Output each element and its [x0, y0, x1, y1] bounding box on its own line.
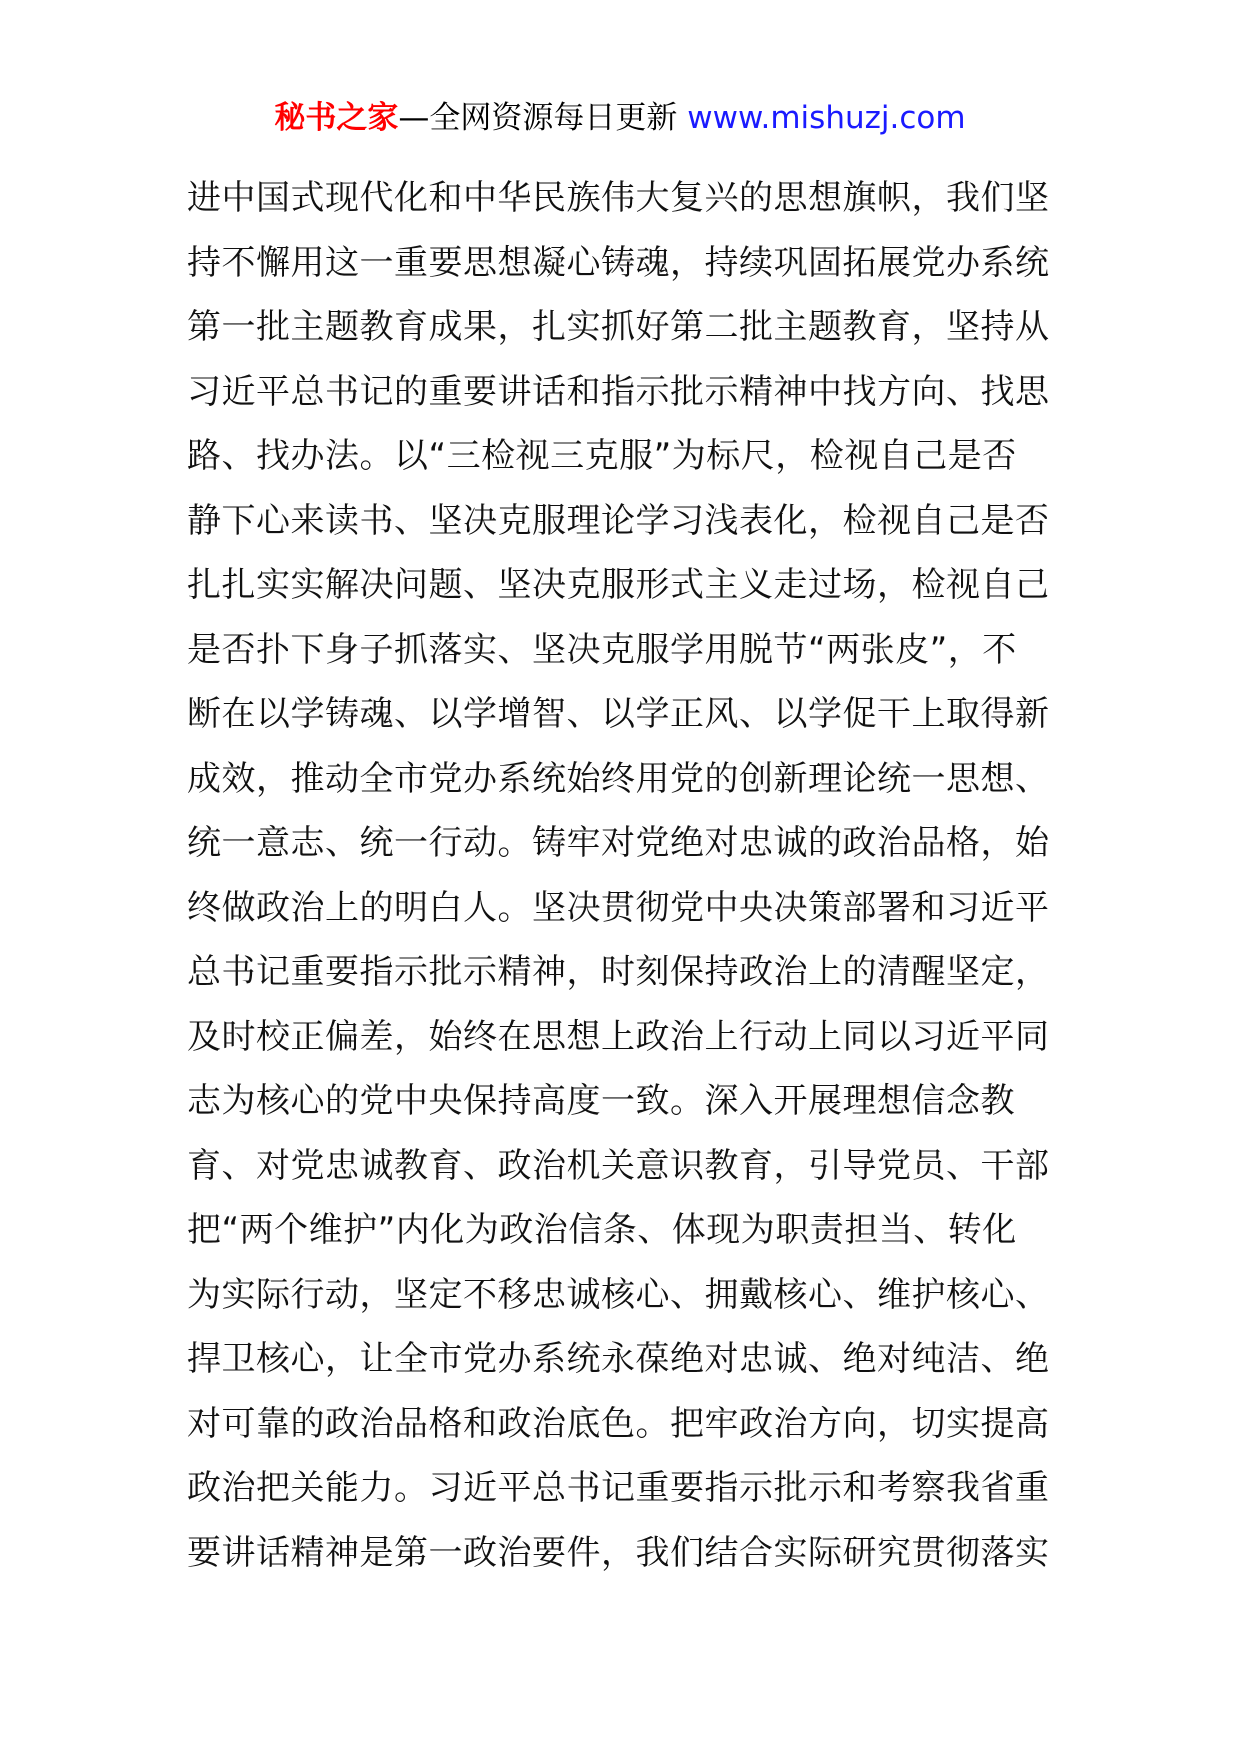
- site-tagline: —全网资源每日更新: [398, 100, 688, 136]
- text-line: 为实际行动，坚定不移忠诚核心、拥戴核心、维护核心、: [187, 1274, 1050, 1315]
- text-line: 第一批主题教育成果，扎实抓好第二批主题教育，坚持从: [187, 307, 1050, 347]
- text-line: 政治把关能力。习近平总书记重要指示批示和考察我省重: [187, 1468, 1050, 1508]
- text-line: 总书记重要指示批示精神，时刻保持政治上的清醒坚定，: [187, 952, 1050, 992]
- text-line: 断在以学铸魂、以学增智、以学正风、以学促干上取得新: [187, 694, 1050, 734]
- text-line: 静下心来读书、坚决克服理论学习浅表化，检视自己是否: [187, 500, 1050, 541]
- text-line: 把“两个维护”内化为政治信条、体现为职责担当、转化: [187, 1210, 1017, 1250]
- text-line: 捍卫核心，让全市党办系统永葆绝对忠诚、绝对纯洁、绝: [187, 1339, 1050, 1379]
- text-line: 是否扑下身子抓落实、坚决克服学用脱节“两张皮”，不: [187, 629, 1017, 670]
- text-line: 成效，推动全市党办系统始终用党的创新理论统一思想、: [187, 758, 1050, 799]
- text-line: 终做政治上的明白人。坚决贯彻党中央决策部署和习近平: [187, 887, 1050, 928]
- text-line: 育、对党忠诚教育、政治机关意识教育，引导党员、干部: [187, 1145, 1050, 1186]
- page-header: [0, 98, 1240, 138]
- site-url[interactable]: www.mishuzj.com: [687, 100, 966, 136]
- text-line: 志为核心的党中央保持高度一致。深入开展理想信念教: [187, 1081, 1015, 1121]
- text-line: 路、找办法。以“三检视三克服”为标尺，检视自己是否: [187, 436, 1017, 476]
- document-body: [187, 166, 1067, 1585]
- site-brand: 秘书之家: [274, 100, 399, 136]
- text-line: 持不懈用这一重要思想凝心铸魂，持续巩固拓展党办系统: [187, 242, 1050, 283]
- text-line: 要讲话精神是第一政治要件，我们结合实际研究贯彻落实: [187, 1532, 1050, 1573]
- text-line: 统一意志、统一行动。铸牢对党绝对忠诚的政治品格，始: [187, 823, 1050, 863]
- text-line: 及时校正偏差，始终在思想上政治上行动上同以习近平同: [187, 1016, 1050, 1057]
- text-line: 对可靠的政治品格和政治底色。把牢政治方向，切实提高: [187, 1403, 1050, 1444]
- text-line: 习近平总书记的重要讲话和指示批示精神中找方向、找思: [187, 371, 1050, 412]
- text-line: 进中国式现代化和中华民族伟大复兴的思想旗帜，我们坚: [187, 178, 1050, 218]
- text-line: 扎扎实实解决问题、坚决克服形式主义走过场，检视自己: [187, 565, 1050, 605]
